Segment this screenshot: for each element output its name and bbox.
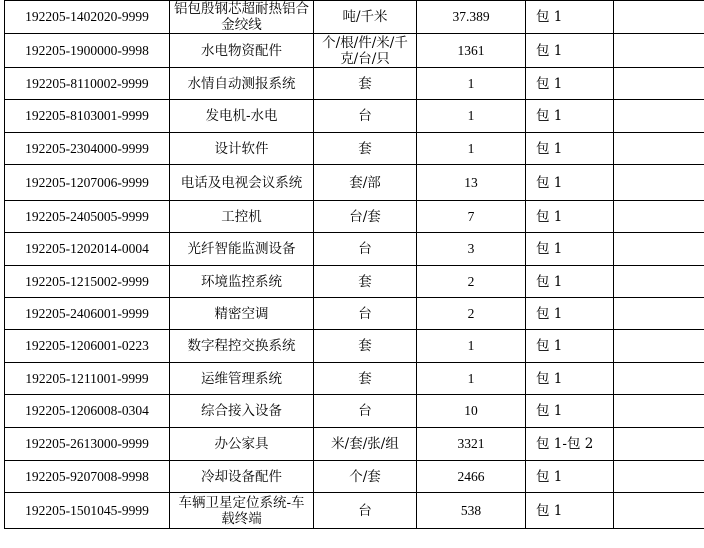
item-code-cell: 192205-1211001-9999: [5, 363, 170, 395]
materials-table: [4, 0, 704, 529]
quantity-cell: 1: [417, 68, 526, 100]
item-code-cell: 192205-2304000-9999: [5, 133, 170, 165]
table-row: [5, 493, 704, 529]
quantity-cell: 2: [417, 298, 526, 330]
item-code-cell: 192205-2613000-9999: [5, 428, 170, 461]
extra-cell: [614, 330, 704, 363]
extra-cell: [614, 461, 704, 493]
table-row: [5, 395, 704, 428]
package-cell: 包 1: [526, 1, 614, 34]
extra-cell: [614, 100, 704, 133]
item-code-cell: 192205-2405005-9999: [5, 201, 170, 233]
extra-cell: [614, 266, 704, 298]
item-name-cell: 工控机: [170, 201, 314, 233]
item-code-cell: 192205-1207006-9999: [5, 165, 170, 201]
item-code-cell: 192205-9207008-9998: [5, 461, 170, 493]
table-row: [5, 1, 704, 34]
table-row: [5, 461, 704, 493]
quantity-cell: 3: [417, 233, 526, 266]
package-cell: 包 1: [526, 395, 614, 428]
package-cell: 包 1: [526, 34, 614, 68]
unit-cell: 个/套: [314, 461, 417, 493]
package-cell: 包 1: [526, 100, 614, 133]
package-cell: 包 1: [526, 165, 614, 201]
unit-cell: 台: [314, 100, 417, 133]
item-name-cell: 光纤智能监测设备: [170, 233, 314, 266]
item-code-cell: 192205-1202014-0004: [5, 233, 170, 266]
item-code-cell: 192205-8103001-9999: [5, 100, 170, 133]
unit-cell: 个/根/件/米/千克/台/只: [314, 34, 417, 68]
unit-cell: 套: [314, 330, 417, 363]
quantity-cell: 2466: [417, 461, 526, 493]
unit-cell: 米/套/张/组: [314, 428, 417, 461]
quantity-cell: 1: [417, 330, 526, 363]
package-cell: 包 1: [526, 201, 614, 233]
item-name-cell: 车辆卫星定位系统-车载终端: [170, 493, 314, 529]
quantity-cell: 3321: [417, 428, 526, 461]
quantity-cell: 10: [417, 395, 526, 428]
item-code-cell: 192205-1206008-0304: [5, 395, 170, 428]
package-cell: 包 1: [526, 133, 614, 165]
unit-cell: 套: [314, 266, 417, 298]
item-code-cell: 192205-8110002-9999: [5, 68, 170, 100]
item-name-cell: 环境监控系统: [170, 266, 314, 298]
package-cell: 包 1: [526, 266, 614, 298]
unit-cell: 套: [314, 363, 417, 395]
table-row: [5, 363, 704, 395]
quantity-cell: 1: [417, 133, 526, 165]
package-cell: 包 1: [526, 233, 614, 266]
extra-cell: [614, 1, 704, 34]
quantity-cell: 1: [417, 100, 526, 133]
package-cell: 包 1-包 2: [526, 428, 614, 461]
extra-cell: [614, 68, 704, 100]
item-name-cell: 办公家具: [170, 428, 314, 461]
extra-cell: [614, 493, 704, 529]
quantity-cell: 13: [417, 165, 526, 201]
item-name-cell: 设计软件: [170, 133, 314, 165]
item-code-cell: 192205-1402020-9999: [5, 1, 170, 34]
unit-cell: 套/部: [314, 165, 417, 201]
item-code-cell: 192205-1501045-9999: [5, 493, 170, 529]
quantity-cell: 37.389: [417, 1, 526, 34]
item-name-cell: 水情自动测报系统: [170, 68, 314, 100]
table-row: [5, 330, 704, 363]
unit-cell: 台: [314, 233, 417, 266]
unit-cell: 台: [314, 395, 417, 428]
unit-cell: 套: [314, 68, 417, 100]
package-cell: 包 1: [526, 330, 614, 363]
extra-cell: [614, 298, 704, 330]
quantity-cell: 2: [417, 266, 526, 298]
table-row: [5, 201, 704, 233]
table-row: [5, 165, 704, 201]
item-name-cell: 发电机-水电: [170, 100, 314, 133]
item-name-cell: 精密空调: [170, 298, 314, 330]
item-name-cell: 数字程控交换系统: [170, 330, 314, 363]
item-name-cell: 运维管理系统: [170, 363, 314, 395]
table-row: [5, 233, 704, 266]
quantity-cell: 7: [417, 201, 526, 233]
extra-cell: [614, 34, 704, 68]
extra-cell: [614, 363, 704, 395]
item-code-cell: 192205-1900000-9998: [5, 34, 170, 68]
extra-cell: [614, 395, 704, 428]
table-row: [5, 266, 704, 298]
extra-cell: [614, 201, 704, 233]
materials-table-body: [5, 1, 704, 529]
extra-cell: [614, 233, 704, 266]
quantity-cell: 538: [417, 493, 526, 529]
unit-cell: 台: [314, 298, 417, 330]
item-name-cell: 综合接入设备: [170, 395, 314, 428]
item-name-cell: 铝包殷钢芯超耐热铝合金绞线: [170, 1, 314, 34]
quantity-cell: 1: [417, 363, 526, 395]
extra-cell: [614, 133, 704, 165]
item-code-cell: 192205-1215002-9999: [5, 266, 170, 298]
item-name-cell: 水电物资配件: [170, 34, 314, 68]
package-cell: 包 1: [526, 68, 614, 100]
package-cell: 包 1: [526, 493, 614, 529]
unit-cell: 台: [314, 493, 417, 529]
extra-cell: [614, 428, 704, 461]
table-row: [5, 68, 704, 100]
unit-cell: 套: [314, 133, 417, 165]
unit-cell: 台/套: [314, 201, 417, 233]
quantity-cell: 1361: [417, 34, 526, 68]
item-code-cell: 192205-1206001-0223: [5, 330, 170, 363]
package-cell: 包 1: [526, 298, 614, 330]
package-cell: 包 1: [526, 363, 614, 395]
item-name-cell: 电话及电视会议系统: [170, 165, 314, 201]
item-name-cell: 冷却设备配件: [170, 461, 314, 493]
item-code-cell: 192205-2406001-9999: [5, 298, 170, 330]
package-cell: 包 1: [526, 461, 614, 493]
table-row: [5, 428, 704, 461]
table-row: [5, 34, 704, 68]
table-row: [5, 298, 704, 330]
table-row: [5, 100, 704, 133]
table-row: [5, 133, 704, 165]
unit-cell: 吨/千米: [314, 1, 417, 34]
extra-cell: [614, 165, 704, 201]
